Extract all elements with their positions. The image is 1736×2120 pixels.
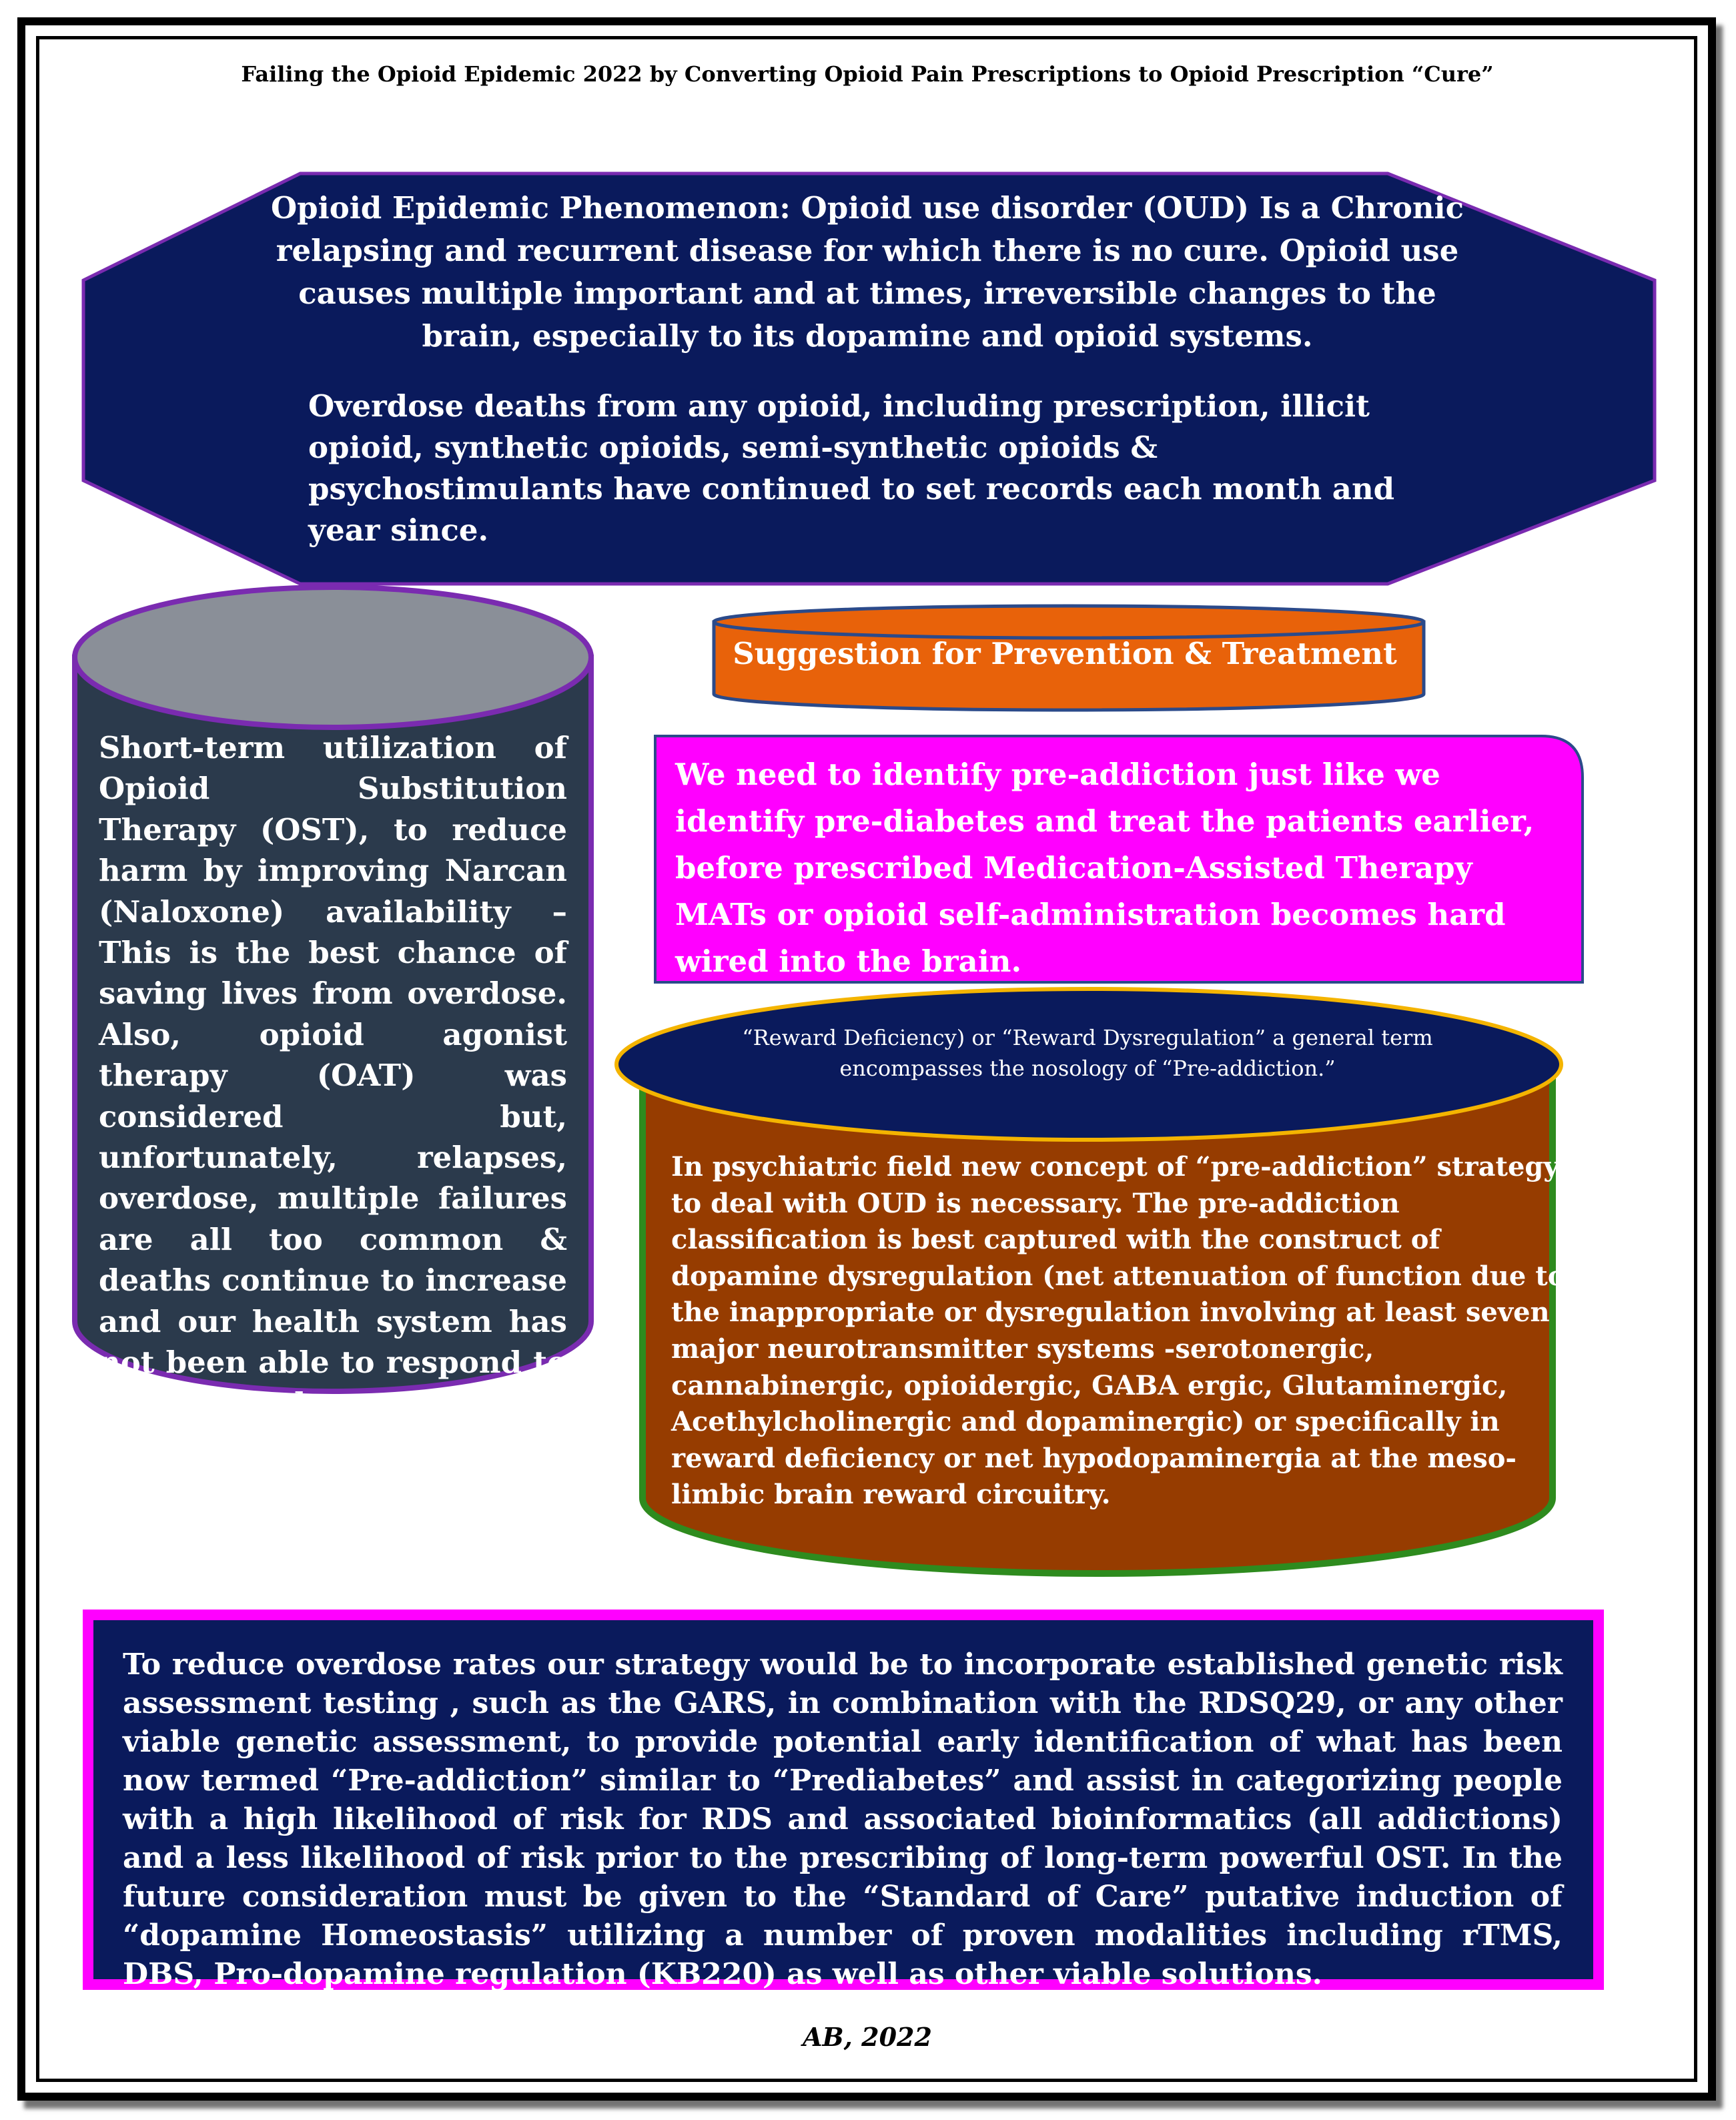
bottom-strategy-text: To reduce overdose rates our strategy would be to incorporate established genetic risk assessment testing , such as the GARS, in combination with the RDSQ29, or any other viable genetic assessment, to provide potential early identification of what has been now termed “Pre-addiction” similar to “Prediabetes” and assist in categorizing people with a high likelihood of risk for RDS and associated bioinformatics (all addictions) and a less likelihood of risk prior to the prescribing of long-term powerful OST. In the future consideration must be given to the “Standard of Care” putative induction of “dopamine Homeostasis” utilizing a number of proven modalities including rTMS, DBS, Pro-dopamine regulation (KB220) as well as other viable solutions. bbox=[123, 1648, 1563, 1991]
magenta-box-text: We need to identify pre-addiction just like we identify pre-diabetes and treat the patients earlier, before prescribed Medication-Assisted Therapy MATs or opioid self-administration becomes hard wired into the brain. bbox=[675, 757, 1535, 979]
signature: AB, 2022 bbox=[803, 2022, 932, 2052]
octagon-paragraph-1: Opioid Epidemic Phenomenon: Opioid use disorder (OUD) Is a Chronic relapsing and recurrent disease for which there is no cure. Opioid use causes multiple important and at times, irreversible changes to the brain, especially to its dopamine and opioid systems. bbox=[270, 190, 1464, 354]
octagon-paragraph-2: Overdose deaths from any opioid, including prescription, illicit opioid, synthetic opioids, semi-synthetic opioids & psychostimulants have continued to set records each month and year since. bbox=[308, 388, 1395, 548]
pre-addiction-text: In psychiatric field new concept of “pre-addiction” strategy to deal with OUD is necessary. The pre-addiction classification is best captured with the construct of dopamine dysregulation (net attenuation of function due to the inappropriate or dysregulation involving at least seven major neurotransmitter systems -serotonergic, cannabinergic, opioidergic, GABA ergic, Glutaminergic, Acethylcholinergic and dopaminergic) or specifically in reward deficiency or net hypodopaminergia at the meso-limbic brain reward circuitry. bbox=[671, 1151, 1566, 1511]
orange-banner-label: Suggestion for Prevention & Treatment bbox=[733, 636, 1397, 671]
reward-deficiency-text: “Reward Deficiency) or “Reward Dysregulation” a general term encompasses the nosology of “Pre-addiction.” bbox=[742, 1025, 1433, 1081]
left-cylinder-text: Short-term utilization of Opioid Substitution Therapy (OST), to reduce harm by improving Narcan (Naloxone) availability – This is the best chance of saving lives from overdose. Also, opioid agonist therapy (OAT) was considered but, unfortunately, relapses, overdose, multiple failures are all too common & deaths continue to increase and our health system has not been able to respond to the crisis adequately. bbox=[99, 730, 567, 1421]
bottom-strategy-inner bbox=[93, 1620, 1593, 1991]
bottom-strategy-box bbox=[83, 1610, 1604, 1990]
page-title: Failing the Opioid Epidemic 2022 by Converting Opioid Pain Prescriptions to Opioid Prescription “Cure” bbox=[241, 61, 1494, 87]
